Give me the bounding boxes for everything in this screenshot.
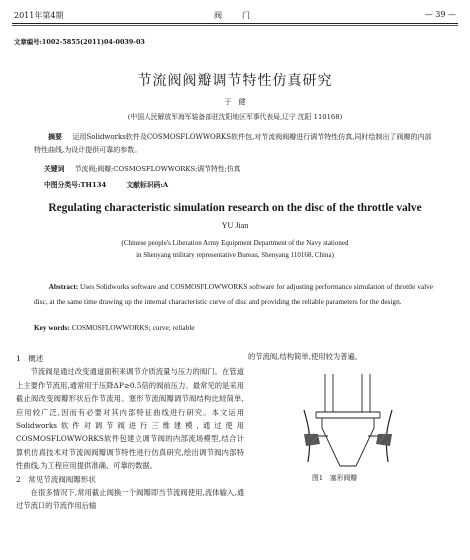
- doc-code-group: [126, 181, 168, 189]
- page-number: — 39 —: [424, 10, 456, 19]
- header-rule-thin: [12, 25, 458, 26]
- cn-affiliation: (中国人民解放军海军装备部驻沈阳地区军事代表局,辽宁 沈阳 110168): [127, 113, 343, 121]
- header-rule: [12, 23, 458, 24]
- article-number: 文章编号:1002-5855(2011)04-0039-03: [14, 38, 145, 46]
- cn-abstract: [34, 130, 436, 157]
- cn-keywords: [44, 163, 240, 173]
- cn-abstract-text: 运用Solidworks软件及COSMOSFLOWWORKS软件包,对节流阀阀瓣进行调节特性仿真,同时绘制出了阀瓣的内部特性曲线,为设计提供可靠的参数。: [34, 133, 432, 154]
- en-affiliation-line2: in Shenyang military representative Bureau, Shenyang 110168, China): [136, 251, 334, 259]
- seat-hatching: [304, 434, 392, 446]
- section2-text: 在很多情况下,常用截止阀换一个阀瓣即当节流阀使用,流体输入,通过节流口的节流作用后输: [16, 488, 244, 511]
- clc-group: [44, 181, 106, 189]
- en-affiliation-line1: (Chinese people's Liberation Army Equipment Department of the Navy stationed: [121, 239, 349, 247]
- section1-title: 1 概述: [16, 354, 44, 363]
- cn-keywords-text: 节流阀;阀瓣;COSMOSFLOWWORKS;调节特性;仿真: [74, 165, 241, 173]
- cn-classification: [44, 179, 186, 189]
- issue-label: 2011年第4期: [14, 11, 64, 20]
- disc-plug-outline: [322, 418, 374, 466]
- en-abstract: [34, 280, 436, 309]
- cn-title: 节流阀阀瓣调节特性仿真研究: [137, 73, 333, 89]
- cn-abstract-label: 摘要: [48, 132, 62, 141]
- en-keywords: [34, 323, 195, 332]
- clc-value: TH134: [80, 181, 107, 189]
- en-author: YU Jian: [221, 221, 249, 230]
- cn-keywords-label: 关键词: [44, 165, 65, 173]
- clc-label: 中图分类号:: [44, 181, 81, 189]
- running-header: [12, 8, 458, 22]
- right-col-text: 的节流阀,结构简单,使用较为普遍。: [248, 352, 363, 361]
- body-left-column: [16, 352, 244, 513]
- en-affiliation: [0, 237, 470, 261]
- valve-disc-figure: [300, 372, 396, 470]
- section2-title: 2 常见节流阀阀瓣形状: [16, 474, 96, 484]
- en-abstract-text: Uses Solidworks software and COSMOSFLOWWORKS software for adjusting performance simulation of throttle valve disc, at the same time drawing up the internal characteristic curve of disc and providing the reliable parameters for the design.: [34, 282, 434, 306]
- cn-author: 于 健: [224, 98, 246, 106]
- doc-code-label: 文献标识码:: [126, 181, 163, 189]
- en-keywords-text: COSMOSFLOWWORKS; curve; reliable: [71, 323, 195, 332]
- en-title: Regulating characteristic simulation research on the disc of the throttle valve: [48, 202, 422, 214]
- body-right-column: [248, 352, 458, 362]
- journal-name: 阀 门: [214, 11, 256, 20]
- figure-caption: 图1 塞形阀瓣: [312, 474, 358, 482]
- section1-text: 节流阀是通过改变通道面积来调节介质流量与压力的阀门。在管道上主要作节流用,通常用于压降ΔP≥0.5倍的阀前压力。最常见的是采用截止阀改变阀瓣形状后作节流用。塞形节流阀瓣调节阀结构比较简单,应用较广泛,因而有必要对其内部特征曲线进行研究。本文运用Solidworks软件对调节阀进行三维建模,通过使用COSMOSFLOWWORKS软件包建立调节阀的内部流场模型,结合计算机仿真技术对节流阀阀瓣调节特性进行仿真研究,绘出调节阀内部特性曲线,为工程应用提供准确、可靠的数据。: [16, 367, 244, 471]
- en-keywords-label: Key words:: [34, 323, 70, 332]
- en-abstract-label: Abstract:: [48, 282, 79, 291]
- doc-code-value: A: [162, 181, 169, 189]
